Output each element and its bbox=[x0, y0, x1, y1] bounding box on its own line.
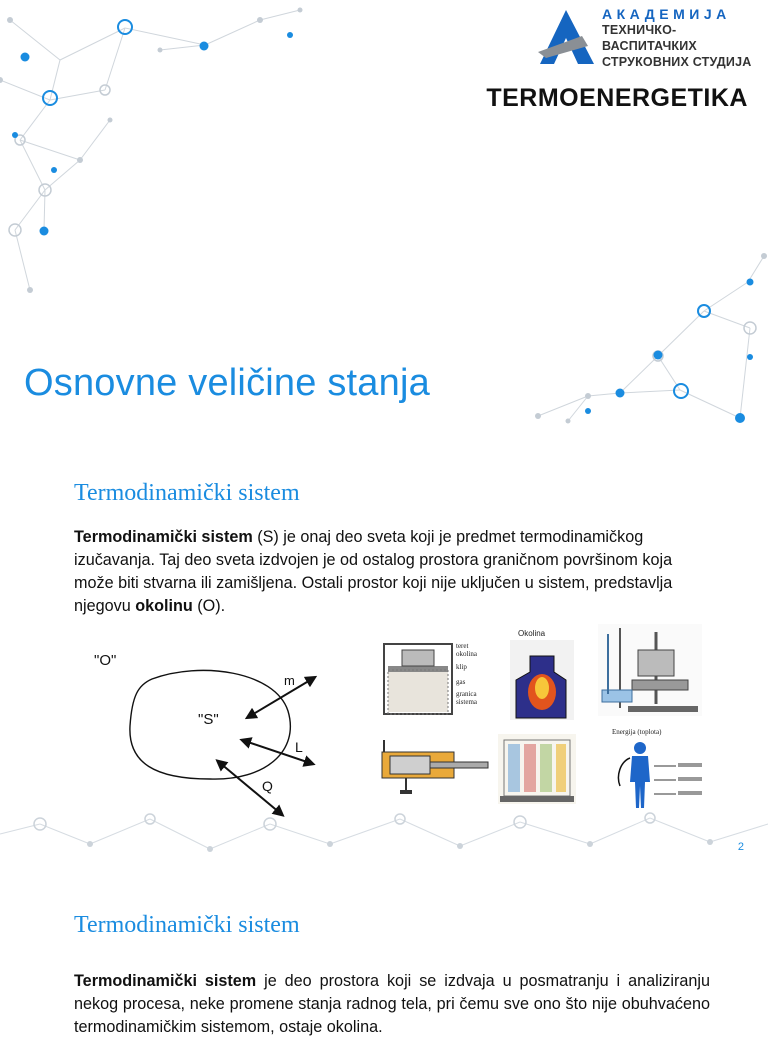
lab-apparatus-image bbox=[598, 624, 702, 716]
person-label: Energija (toplota) bbox=[612, 728, 662, 736]
arrow-label-m: m bbox=[284, 673, 295, 688]
outer-label-o: "O" bbox=[94, 652, 117, 669]
arrow-label-l: L bbox=[295, 739, 303, 755]
logo-text bbox=[602, 6, 764, 70]
surroundings-bold: okolinu bbox=[135, 597, 193, 615]
section-title-2: Termodinamički sistem bbox=[74, 912, 300, 938]
term-bold: Termodinamički sistem bbox=[74, 528, 253, 546]
term-bold-2: Termodinamički sistem bbox=[74, 972, 257, 990]
page-number: 2 bbox=[737, 841, 744, 853]
definition-text-2: je deo prostora koji se izdvaja u posmatranju i analiziranju nekog procesa, neke promene stanja radnog tela, pri čemu sve ono što nije obuhvaćeno termodinamičkim sistemom, ostaje okolina. bbox=[74, 972, 710, 1036]
definition-paragraph bbox=[74, 526, 710, 618]
example-images-grid bbox=[370, 622, 710, 812]
combustion-chamber-image bbox=[508, 626, 578, 722]
content-slide-2 bbox=[0, 864, 768, 1036]
label-surroundings: okolina bbox=[456, 650, 477, 658]
academy-logo bbox=[538, 6, 764, 69]
logo-line3: СТРУКОВНИХ СТУДИЈА bbox=[602, 55, 752, 69]
arrow-mass bbox=[250, 679, 312, 716]
boiler-image bbox=[496, 730, 578, 808]
main-title: Osnovne veličine stanja bbox=[24, 362, 430, 404]
section-title: Termodinamički sistem bbox=[74, 480, 300, 506]
course-title: TERMOENERGETIKA bbox=[486, 84, 748, 112]
label-weight: teret bbox=[456, 642, 469, 650]
logo-line2: ТЕХНИЧКО-ВАСПИТАЧКИХ bbox=[602, 23, 697, 53]
logo-line1: АКАДЕМИЈА bbox=[602, 6, 731, 22]
content-slide bbox=[0, 436, 768, 864]
arrow-label-q: Q bbox=[262, 778, 273, 794]
label-boundary: granica bbox=[456, 690, 477, 698]
network-decoration-right bbox=[528, 236, 768, 436]
piston-cylinder-image bbox=[382, 638, 490, 718]
logo-triangle-icon bbox=[538, 8, 596, 66]
flame-label: Okolina bbox=[518, 629, 546, 638]
label-piston: klip bbox=[456, 663, 467, 671]
pump-cylinder-image bbox=[376, 734, 488, 798]
label-gas: gas bbox=[456, 678, 466, 686]
human-body-energy-image bbox=[610, 726, 710, 812]
title-slide bbox=[0, 0, 768, 436]
inner-label-s: "S" bbox=[198, 711, 219, 728]
definition-text: (S) je onaj deo sveta koji je predmet termodinamičkog izučavanja. Taj deo sveta izdvojen je od ostalog prostora graničnom površinom koja može biti stvarna ili zamišljena. Ostali prostor koji nije uključen u sistem, predstavlja njegovu bbox=[74, 528, 673, 615]
label-system: sistema bbox=[456, 698, 477, 706]
network-decoration-left bbox=[0, 0, 320, 330]
definition-end: (O). bbox=[192, 597, 226, 615]
system-diagram bbox=[60, 641, 340, 821]
definition-paragraph-2 bbox=[74, 970, 710, 1039]
